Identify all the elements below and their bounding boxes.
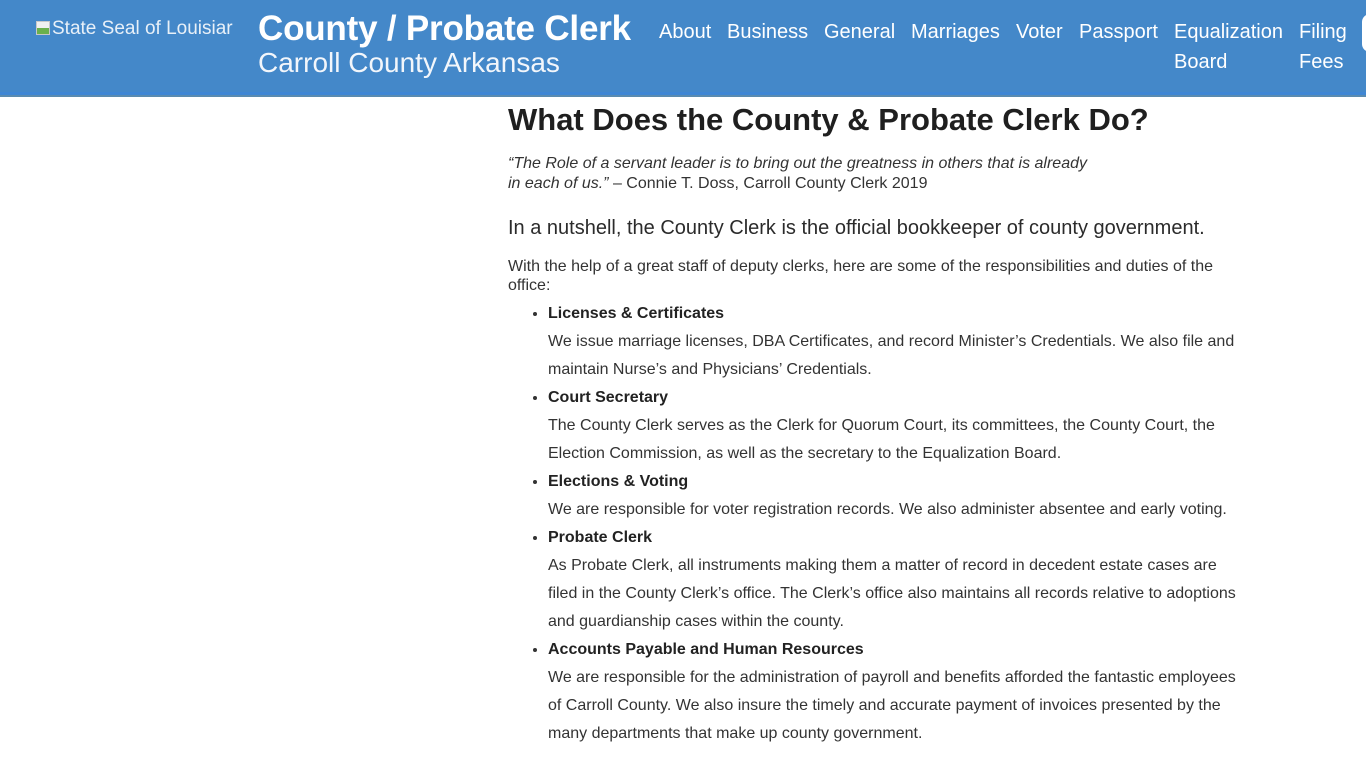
list-item — [548, 639, 1248, 748]
logo-alt-text: State Seal of Louisiar — [52, 18, 233, 39]
quote-text-line1: “The Role of a servant leader is to bring out the greatness in others that is already — [508, 155, 1087, 172]
duty-title: • Probate Clerk — [548, 529, 653, 546]
list-item — [548, 387, 1248, 468]
duty-description: The County Clerk serves as the Clerk for Quorum Court, its committees, the County Court, the Election Commission, as well as the secretary to the Equalization Board. — [548, 417, 1215, 462]
nav-label-line1: Equalization — [1174, 21, 1283, 43]
nav-filing-fees[interactable] — [1299, 17, 1347, 77]
state-seal-logo[interactable] — [36, 18, 242, 40]
site-title[interactable]: County / Probate Clerk — [258, 9, 631, 48]
list-item — [548, 471, 1248, 524]
nav-label-line2: Board — [1174, 51, 1228, 73]
duty-title: • Elections & Voting — [548, 473, 689, 490]
duties-list — [508, 303, 1248, 751]
quote-attribution: – Connie T. Doss, Carroll County Clerk 2019 — [608, 175, 928, 192]
site-header — [0, 0, 1366, 95]
duty-description: We issue marriage licenses, DBA Certificates, and record Minister’s Credentials. We also file and maintain Nurse’s and Physicians’ Credentials. — [548, 333, 1235, 378]
nav-passport[interactable]: Passport — [1079, 21, 1158, 43]
duty-description: We are responsible for voter registration records. We also administer absentee and early voting. — [548, 501, 1227, 518]
intro-paragraph: With the help of a great staff of deputy clerks, here are some of the responsibilities and duties of the office: — [508, 258, 1213, 294]
list-item — [548, 527, 1248, 636]
quote-text-line2: in each of us.” — [508, 175, 609, 192]
list-item — [548, 303, 1248, 384]
site-subtitle: Carroll County Arkansas — [258, 47, 560, 78]
duty-title: • Licenses & Certificates — [548, 305, 725, 322]
duty-description: We are responsible for the administration of payroll and benefits afforded the fantastic employees of Carroll County. We also insure the timely and accurate payment of invoices presented by the many departments that make up county government. — [548, 669, 1236, 742]
broken-image-icon — [36, 21, 50, 35]
nav-about[interactable]: About — [659, 21, 712, 43]
duty-title: • Court Secretary — [548, 389, 669, 406]
nav-marriages[interactable]: Marriages — [911, 21, 1000, 43]
nav-search-box[interactable] — [1362, 14, 1366, 52]
nav-equalization-board[interactable] — [1174, 17, 1283, 77]
nav-label-line2: Fees — [1299, 51, 1344, 73]
nav-general[interactable]: General — [824, 21, 896, 43]
duty-title: • Accounts Payable and Human Resources — [548, 641, 864, 658]
nav-label-line1: Filing — [1299, 21, 1347, 43]
quote — [508, 154, 1087, 194]
duty-description: As Probate Clerk, all instruments making them a matter of record in decedent estate cases are filed in the County Clerk’s office. The Clerk’s office also maintains all records relative to adoptions and guardianship cases within the county. — [548, 557, 1236, 630]
nav-business[interactable]: Business — [727, 21, 809, 43]
lead-paragraph: In a nutshell, the County Clerk is the official bookkeeper of county government. — [508, 217, 1205, 239]
nav-voter[interactable]: Voter — [1016, 21, 1063, 43]
page-title: What Does the County & Probate Clerk Do? — [508, 102, 1149, 137]
